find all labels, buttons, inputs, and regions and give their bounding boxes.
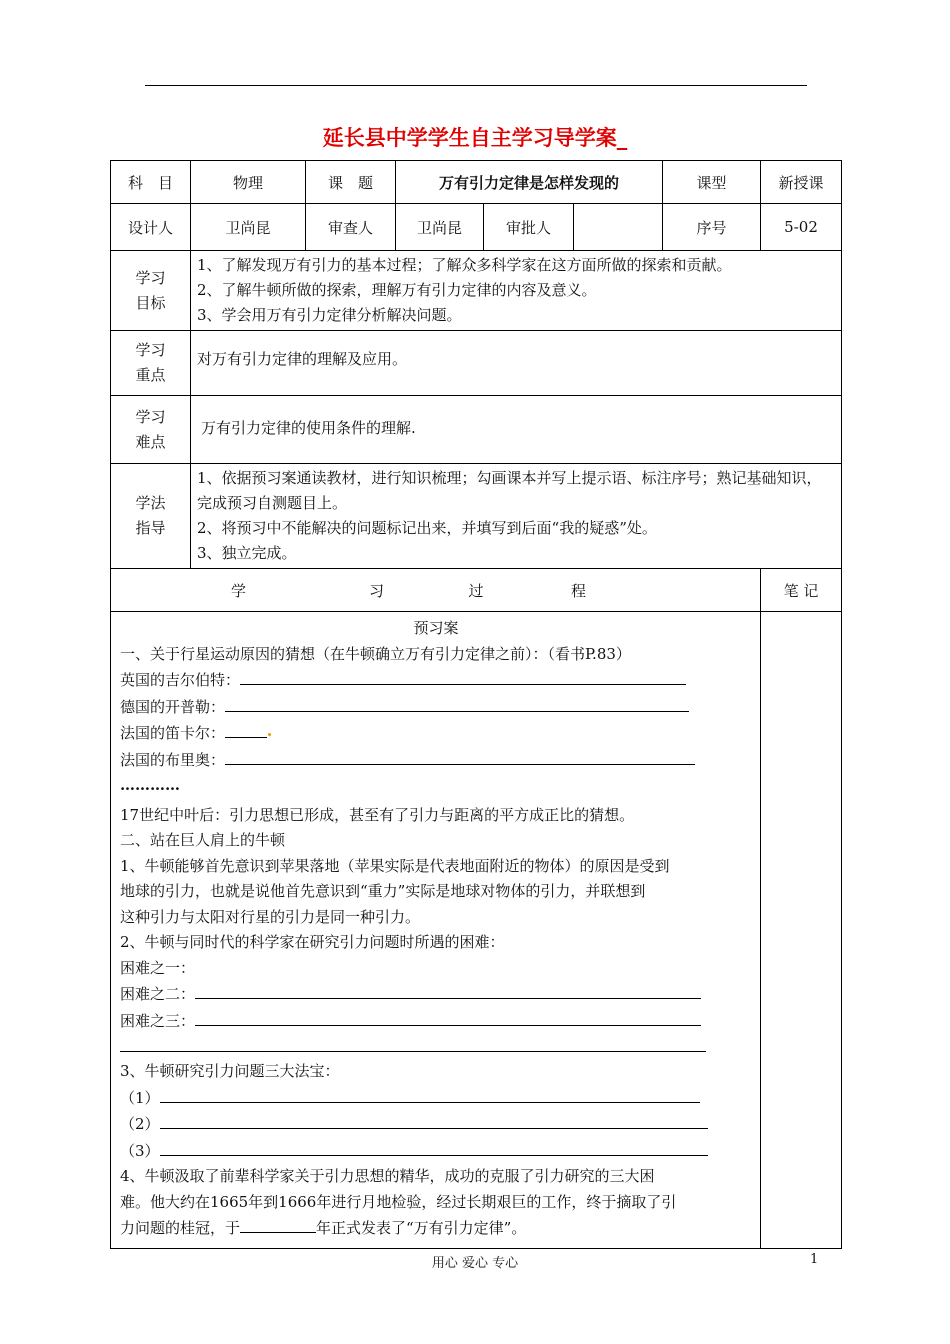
newton-item4-line2: 难。他大约在1665年到1666年进行月地检验，经过长期艰巨的工作，终于摘取了引 <box>120 1192 677 1211</box>
goals-label <box>111 251 191 331</box>
treasure-line <box>120 1138 752 1165</box>
difficulty-line <box>120 981 752 1008</box>
type-value: 新授课 <box>761 161 842 204</box>
answer-blank[interactable] <box>195 981 701 999</box>
difficulty-label-line1: 学习 <box>135 407 166 426</box>
answer-blank[interactable] <box>240 1215 316 1233</box>
goal-item: 1、了解发现万有引力的基本过程；了解众多科学家在这方面所做的探索和贡献。 <box>197 256 732 274</box>
process-header-char: 过 <box>468 581 484 600</box>
focus-label-line2: 重点 <box>135 366 166 384</box>
focus-text: 对万有引力定律的理解及应用。 <box>197 349 408 368</box>
header-rule <box>145 85 807 86</box>
scientist-line <box>120 720 752 747</box>
subject-label: 科 目 <box>111 161 191 204</box>
focus-content <box>191 331 842 396</box>
difficulty-label-line2: 难点 <box>135 432 166 451</box>
answer-blank[interactable] <box>120 1034 706 1052</box>
info-row-1 <box>111 161 842 204</box>
answer-blank[interactable] <box>160 1111 708 1129</box>
goals-row <box>111 251 842 331</box>
notes-column[interactable] <box>761 612 842 1249</box>
newton-item1-line3: 这种引力与太阳对行星的引力是同一种引力。 <box>120 907 421 926</box>
answer-blank[interactable] <box>225 720 267 738</box>
answer-blank[interactable] <box>240 667 686 685</box>
subject-value: 物理 <box>191 161 306 204</box>
topic-label: 课 题 <box>306 161 396 204</box>
scientist-line <box>120 747 752 774</box>
document-title: 延长县中学学生自主学习导学案_ <box>322 126 628 150</box>
newton-item4-line1: 4、牛顿汲取了前辈科学家关于引力思想的精华，成功的克服了引力研究的三大困 <box>120 1167 655 1185</box>
part1-heading: 一、关于行星运动原因的猜想（在牛顿确立万有引力定律之前）：（看书P.83） <box>120 644 631 663</box>
process-header-char: 程 <box>571 581 587 600</box>
answer-blank[interactable] <box>160 1138 708 1156</box>
topic-value: 万有引力定律是怎样发现的 <box>396 161 663 204</box>
scientist-line <box>120 667 752 694</box>
page-number: 1 <box>810 1252 819 1267</box>
newton-item4-line3-end: 年正式发表了“万有引力定律”。 <box>316 1219 527 1237</box>
study-guide-table <box>110 160 842 1249</box>
goals-content <box>191 251 842 331</box>
difficulty-item-label: 困难之二： <box>120 985 196 1003</box>
goals-label-line1: 学习 <box>135 268 166 287</box>
difficulty-text: 万有引力定律的使用条件的理解. <box>201 419 416 437</box>
difficulty-content <box>191 396 842 464</box>
century-note: 17世纪中叶后：引力思想已形成，甚至有了引力与距离的平方成正比的猜想。 <box>120 805 635 824</box>
process-header-char: 习 <box>369 581 385 600</box>
process-content <box>111 612 761 1249</box>
method-row <box>111 464 842 569</box>
focus-label <box>111 331 191 396</box>
difficulty-item-label: 困难之三： <box>120 1011 196 1030</box>
goals-label-line2: 目标 <box>135 293 166 312</box>
treasure-line <box>120 1111 752 1138</box>
scientist-label: 英国的吉尔伯特： <box>120 671 241 689</box>
newton-item2: 2、牛顿与同时代的科学家在研究引力问题时所遇的困难： <box>120 933 505 951</box>
newton-item1-line2: 地球的引力，也就是说他首先意识到“重力”实际是地球对物体的引力，并联想到 <box>120 882 646 900</box>
answer-blank[interactable] <box>160 1085 700 1103</box>
answer-blank[interactable] <box>225 747 695 765</box>
difficulty-line <box>120 1008 752 1035</box>
method-label <box>111 464 191 569</box>
type-label: 课型 <box>663 161 761 204</box>
method-label-line2: 指导 <box>135 519 166 537</box>
process-header <box>111 569 761 612</box>
info-row-2 <box>111 204 842 251</box>
method-content <box>191 464 842 569</box>
method-item: 1、依据预习案通读教材，进行知识梳理；勾画课本并写上提示语、标注序号；熟记基础知识，完成预习自测题目上。 <box>197 469 822 512</box>
method-item: 3、独立完成。 <box>197 544 297 562</box>
process-body-row <box>111 612 842 1249</box>
treasure-label: （2） <box>120 1115 160 1133</box>
focus-row <box>111 331 842 396</box>
answer-blank[interactable] <box>195 1008 701 1026</box>
newton-item4-line3-start: 力问题的桂冠，于 <box>120 1219 241 1237</box>
scientist-label: 法国的布里奥： <box>120 750 226 769</box>
answer-blank[interactable] <box>225 694 689 712</box>
newton-item4-line3 <box>120 1215 752 1242</box>
newton-item1-line1: 1、牛顿能够首先意识到苹果落地（苹果实际是代表地面附近的物体）的原因是受到 <box>120 856 670 875</box>
stray-mark <box>268 733 271 736</box>
part2-heading: 二、站在巨人肩上的牛顿 <box>120 831 286 849</box>
designer-label: 设计人 <box>111 204 191 251</box>
process-header-row <box>111 569 842 612</box>
scientist-label: 德国的开普勒： <box>120 697 226 716</box>
difficulty-line <box>120 956 752 982</box>
goal-item: 3、学会用万有引力定律分析解决问题。 <box>197 306 462 324</box>
difficulty-item-label: 困难之一： <box>120 958 196 977</box>
scientist-line <box>120 694 752 721</box>
approver-label: 审批人 <box>484 204 574 251</box>
difficulty-row <box>111 396 842 464</box>
focus-label-line1: 学习 <box>135 341 166 359</box>
difficulty-extra-line <box>120 1034 752 1059</box>
goal-item: 2、了解牛顿所做的探索，理解万有引力定律的内容及意义。 <box>197 281 597 299</box>
approver-value <box>574 204 663 251</box>
seq-value: 5-02 <box>761 204 842 251</box>
method-item: 2、将预习中不能解决的问题标记出来，并填写到后面“我的疑惑”处。 <box>197 519 657 537</box>
process-header-char: 学 <box>231 581 247 600</box>
preview-title: 预习案 <box>413 619 459 637</box>
reviewer-value: 卫尚昆 <box>396 204 484 251</box>
treasure-label: （3） <box>120 1141 160 1160</box>
newton-item3: 3、牛顿研究引力问题三大法宝： <box>120 1062 340 1080</box>
treasure-line <box>120 1085 752 1112</box>
ellipsis: ………… <box>120 776 180 794</box>
method-label-line1: 学法 <box>135 494 166 512</box>
reviewer-label: 审查人 <box>306 204 396 251</box>
seq-label: 序号 <box>663 204 761 251</box>
scientist-label: 法国的笛卡尔： <box>120 724 226 742</box>
designer-value: 卫尚昆 <box>191 204 306 251</box>
footer-text: 用心 爱心 专心 <box>431 1256 519 1271</box>
treasure-label: （1） <box>120 1088 160 1107</box>
difficulty-label <box>111 396 191 464</box>
notes-header: 笔 记 <box>761 569 842 612</box>
